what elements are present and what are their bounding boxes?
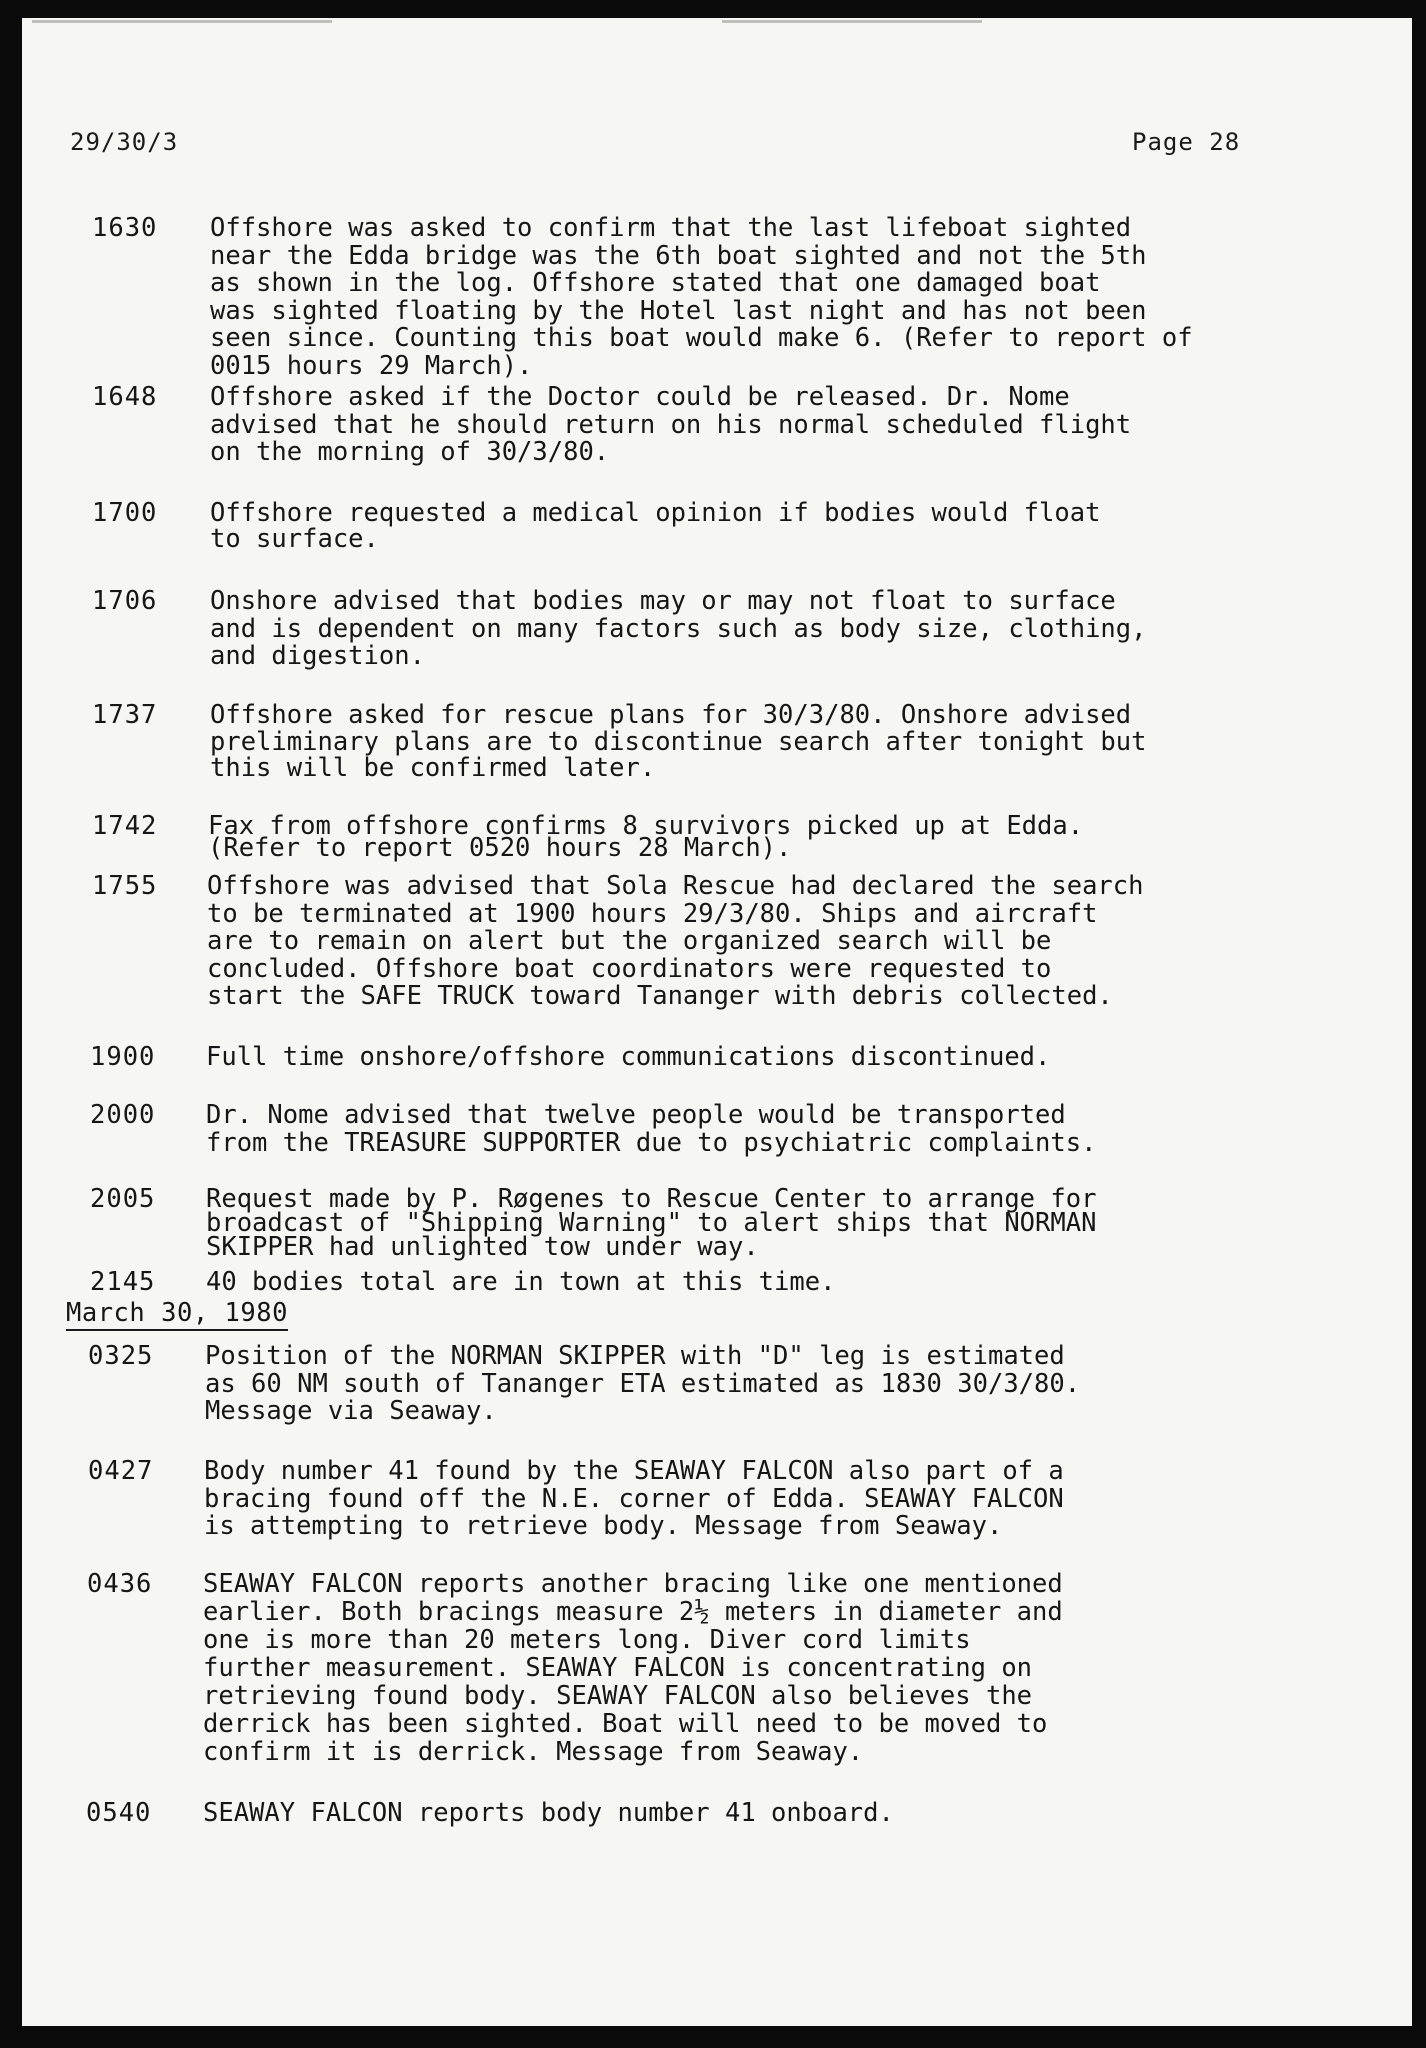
log-time: 2000	[90, 1100, 156, 1130]
log-text	[207, 873, 1327, 1011]
log-text-line: is attempting to retrieve body. Message from Seaway.	[204, 1511, 1003, 1541]
log-text-line: Dr. Nome advised that twelve people would be transported	[206, 1100, 1066, 1130]
log-text-line: Offshore requested a medical opinion if bodies would float	[210, 498, 1101, 528]
log-time: 2145	[90, 1267, 156, 1297]
log-text-line: start the SAFE TRUCK toward Tananger with debris collected.	[207, 981, 1113, 1011]
log-text-line: Offshore was asked to confirm that the last lifeboat sighted	[210, 213, 1132, 243]
log-text-line: to surface.	[210, 524, 379, 554]
log-text-line: this will be confirmed later.	[210, 753, 656, 783]
log-text-line: Message via Seaway.	[205, 1396, 497, 1426]
log-text	[210, 588, 1330, 671]
scan-edge-mark	[722, 20, 982, 23]
log-text-line: Position of the NORMAN SKIPPER with "D" leg is estimated	[205, 1341, 1065, 1371]
log-text-line: and is dependent on many factors such as body size, clothing,	[210, 613, 1147, 644]
log-text-line: Offshore asked for rescue plans for 30/3/80. Onshore advised	[210, 700, 1132, 730]
log-text	[203, 1800, 1323, 1828]
log-text-line: Offshore was advised that Sola Rescue had declared the search	[207, 871, 1144, 901]
log-text	[206, 1044, 1326, 1072]
log-text-line: Body number 41 found by the SEAWAY FALCON also part of a	[204, 1456, 1064, 1486]
log-text-line: SEAWAY FALCON reports body number 41 onboard.	[203, 1798, 894, 1828]
log-text-line: from the TREASURE SUPPORTER due to psychiatric complaints.	[206, 1127, 1097, 1158]
log-text	[205, 1343, 1325, 1426]
log-text-line: concluded. Offshore boat coordinators were requested to	[207, 953, 1052, 984]
log-time: 1900	[90, 1042, 156, 1072]
log-text	[203, 1570, 1323, 1766]
log-text-line: 0015 hours 29 March).	[210, 350, 533, 381]
log-text-line: seen since. Counting this boat would make 6. (Refer to report of	[210, 323, 1193, 353]
log-text-line: preliminary plans are to discontinue search after tonight but	[210, 726, 1147, 757]
log-text-line: as 60 NM south of Tananger ETA estimated as 1830 30/3/80.	[205, 1368, 1081, 1399]
log-text	[210, 500, 1330, 552]
log-text-line: 40 bodies total are in town at this time.	[206, 1267, 836, 1297]
log-time: 1742	[92, 811, 158, 841]
log-text-line: advised that he should return on his normal scheduled flight	[210, 409, 1132, 440]
log-text-line: Full time onshore/offshore communications discontinued.	[206, 1042, 1051, 1072]
log-time: 1755	[92, 871, 158, 901]
log-time: 2005	[90, 1184, 156, 1214]
log-text-line: to be terminated at 1900 hours 29/3/80. Ships and aircraft	[207, 898, 1098, 929]
log-text-line: and digestion.	[210, 641, 425, 671]
log-text-line: (Refer to report 0520 hours 28 March).	[208, 833, 792, 863]
log-text-line: Offshore asked if the Doctor could be released. Dr. Nome	[210, 382, 1070, 412]
log-text-line: Request made by P. Røgenes to Rescue Center to arrange for	[206, 1184, 1097, 1214]
log-text-line: broadcast of "Shipping Warning" to alert ships that NORMAN	[206, 1208, 1097, 1238]
log-time: 1630	[92, 213, 158, 243]
date-heading: March 30, 1980	[66, 1298, 288, 1331]
document-reference: 29/30/3	[70, 128, 179, 156]
log-text-line: as shown in the log. Offshore stated that one damaged boat	[210, 268, 1101, 298]
log-text-line: derrick has been sighted. Boat will need to be moved to	[203, 1709, 1048, 1739]
log-time: 1737	[92, 700, 158, 730]
log-text-line: earlier. Both bracings measure 2½ meters in diameter and	[203, 1597, 1063, 1627]
log-text-line: near the Edda bridge was the 6th boat sighted and not the 5th	[210, 240, 1147, 271]
log-text-line: one is more than 20 meters long. Diver cord limits	[203, 1625, 971, 1655]
log-text-line: further measurement. SEAWAY FALCON is concentrating on	[203, 1653, 1033, 1683]
log-text-line: SEAWAY FALCON reports another bracing like one mentioned	[203, 1569, 1063, 1599]
log-text	[206, 1269, 1326, 1296]
log-text	[210, 702, 1330, 782]
log-time: 1700	[92, 498, 158, 528]
log-text	[206, 1102, 1326, 1157]
log-text	[210, 384, 1330, 467]
log-text	[210, 215, 1330, 380]
log-text-line: are to remain on alert but the organized search will be	[207, 926, 1052, 956]
log-text	[204, 1458, 1324, 1541]
log-text-line: retrieving found body. SEAWAY FALCON also believes the	[203, 1681, 1033, 1711]
log-time: 1706	[92, 586, 158, 616]
log-text-line: Fax from offshore confirms 8 survivors picked up at Edda.	[208, 811, 1084, 841]
log-text-line: confirm it is derrick. Message from Seaway.	[203, 1737, 864, 1767]
log-time: 0436	[87, 1569, 153, 1599]
log-time: 0427	[88, 1456, 154, 1486]
log-time: 1648	[92, 382, 158, 412]
scan-edge-mark	[32, 20, 332, 23]
log-text	[206, 1184, 1326, 1262]
log-text	[208, 811, 1328, 863]
log-time: 0540	[86, 1798, 152, 1828]
log-text-line: bracing found off the N.E. corner of Edda. SEAWAY FALCON	[204, 1483, 1064, 1514]
log-text-line: Onshore advised that bodies may or may not float to surface	[210, 586, 1116, 616]
log-time: 0325	[88, 1341, 154, 1371]
log-text-line: was sighted floating by the Hotel last night and has not been	[210, 295, 1147, 326]
log-text-line: SKIPPER had unlighted tow under way.	[206, 1232, 759, 1262]
log-text-line: on the morning of 30/3/80.	[210, 437, 610, 467]
page-number: Page 28	[1132, 128, 1241, 156]
